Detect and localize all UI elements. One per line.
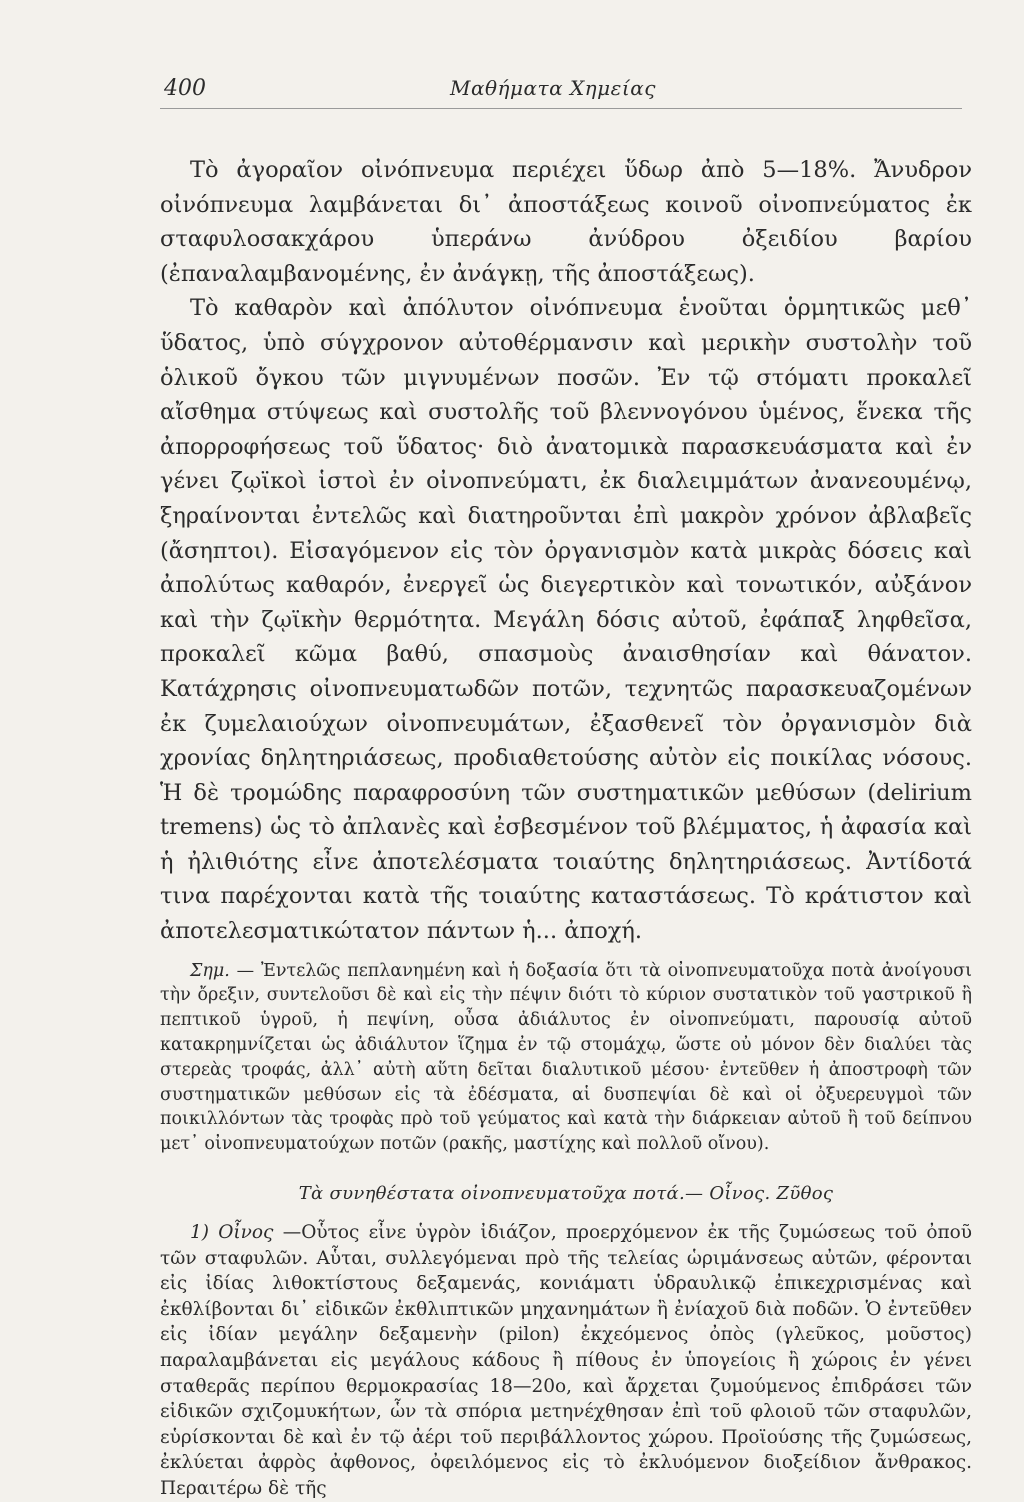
note-text: — Ἐντελῶς πεπλανημένη καὶ ἡ δοξασία ὅτι τὰ οἰνοπνευματοῦχα ποτὰ ἀνοίγουσι τὴν ὄρεξιν, συντελοῦσι δὲ καὶ εἰς τὴν πέψιν διότι τὸ κύριον συστατικὸν τοῦ γαστρικοῦ ἢ πεπτικοῦ ὑγροῦ, ἡ πεψίνη, οὖσα ἀδιάλυτος ἐν οἰνοπνεύματι, παρουσίᾳ αὐτοῦ κατακρημνίζεται ὡς ἀδιάλυτον ἵζημα ἐν τῷ στομάχῳ, ὥστε οὐ μόνον δὲν διαλύει τὰς στερεὰς τροφάς, ἀλλ᾽ αὐτὴ αὕτη δεῖται διαλυτικοῦ μέσου· ἐντεῦθεν ἡ ἀποστροφὴ τῶν συστηματικῶν μεθύσων εἰς τὰ ἐδέσματα, αἱ δυσπεψίαι δὲ καὶ οἱ ὀξυερευγμοὶ τῶν ποικιλλόντων τὰς τροφὰς πρὸ τοῦ γεύματος καὶ κατὰ τὴν διάρκειαν αὐτοῦ ἢ τοῦ δείπνου μετ᾽ οἰνοπνευματούχων ποτῶν (ρακῆς, μαστίχης καὶ πολλοῦ οἴνου). <box>160 960 972 1155</box>
footnote <box>160 959 972 1157</box>
page-header <box>160 72 962 109</box>
note-label: Σημ. <box>190 960 230 981</box>
wine-text: —Οὗτος εἶνε ὑγρὸν ἰδιάζον, προερχόμενον ἐκ τῆς ζυμώσεως τοῦ ὀποῦ τῶν σταφυλῶν. Αὗται, συλλεγόμεναι πρὸ τῆς τελείας ὡριμάνσεως αὐτῶν, φέρονται εἰς ἰδίας λιθοκτίστους δεξαμενάς, κονιάματι ὑδραυλικῷ ἐπικεχρισμένας καὶ ἐκθλίβονται δι᾽ εἰδικῶν ἐκθλιπτικῶν μηχανημάτων ἢ ἐνίαχοῦ διὰ ποδῶν. Ὁ ἐντεῦθεν εἰς ἰδίαν μεγάλην δεξαμενὴν (pilon) ἐκχεόμενος ὀπὸς (γλεῦκος, μοῦστος) παραλαμβάνεται εἰς μεγάλους κάδους ἢ πίθους ἐν ὑπογείοις ἢ χώροις ἐν γένει σταθερᾶς περίπου θερμοκρασίας 18—20ο, καὶ ἄρχεται ζυμούμενος ἐπιδράσει τῶν εἰδικῶν σχιζομυκήτων, ὧν τὰ σπόρια μετηνέχθησαν ἐπὶ τοῦ φλοιοῦ τῶν σταφυλῶν, εὑρίσκονται δὲ καὶ ἐν τῷ ἀέρι τοῦ περιβάλλοντος χώρου. Προϊούσης τῆς ζυμώσεως, ἐκλύεται ἀφρὸς ἀφθονος, ὀφειλόμενος εἰς τὸ ἐκλυόμενον διοξείδιον ἄνθρακος. Περαιτέρω δὲ τῆς <box>160 1222 973 1499</box>
section-paragraph-wine <box>160 1220 972 1502</box>
section-heading: Τὰ συνηθέστατα οἰνοπνευματοῦχα ποτά.— Οἶνος. Ζῦθος <box>298 1183 834 1205</box>
running-title: Μαθήματα Χημείας <box>450 76 656 100</box>
paragraph-anhydrous-alcohol: Τὸ ἀγοραῖον οἰνόπνευμα περιέχει ὕδωρ ἀπὸ 5—18%. Ἄνυδρον οἰνόπνευμα λαμβάνεται δι᾽ ἀποστάξεως κοινοῦ οἰνοπνεύματος ἐκ σταφυλοσακχάρου ὑπεράνω ἀνύδρου ὀξειδίου βαρίου (ἐπαναλαμβανομένης, ἐν ἀνάγκῃ, τῆς ἀποστάξεως). <box>160 157 972 287</box>
wine-lead: 1) Οἶνος <box>190 1222 274 1244</box>
page-number: 400 <box>164 76 206 101</box>
paragraph-alcohol-effects: Τὸ καθαρὸν καὶ ἀπόλυτον οἰνόπνευμα ἑνοῦται ὁρμητικῶς μεθ᾽ ὕδατος, ὑπὸ σύγχρονον αὐτοθέρμανσιν καὶ μερικὴν συστολὴν τοῦ ὁλικοῦ ὄγκου τῶν μιγνυμένων ποσῶν. Ἐν τῷ στόματι προκαλεῖ αἴσθημα στύψεως καὶ συστολῆς τοῦ βλεννογόνου ὑμένος, ἕνεκα τῆς ἀπορροφήσεως τοῦ ὕδατος· διὸ ἀνατομικὰ παρασκευάσματα καὶ ἐν γένει ζῳϊκοὶ ἱστοὶ ἐν οἰνοπνεύματι, ἐκ διαλειμμάτων ἀνανεουμένῳ, ξηραίνονται ἐντελῶς καὶ διατηροῦνται ἐπὶ μακρὸν χρόνον ἀβλαβεῖς (ἄσηπτοι). Εἰσαγόμενον εἰς τὸν ὀργανισμὸν κατὰ μικρὰς δόσεις καὶ ἀπολύτως καθαρόν, ἐνεργεῖ ὡς διεγερτικὸν καὶ τονωτικόν, αὐξάνον καὶ τὴν ζῳϊκὴν θερμότητα. Μεγάλη δόσις αὐτοῦ, ἐφάπαξ ληφθεῖσα, προκαλεῖ κῶμα βαθύ, σπασμοὺς ἀναισθησίαν καὶ θάνατον. Κατάχρησις οἰνοπνευματωδῶν ποτῶν, τεχνητῶς παρασκευαζομένων ἐκ ζυμελαιούχων οἰνοπνευμάτων, ἐξασθενεῖ τὸν ὀργανισμὸν διὰ χρονίας δηλητηριάσεως, προδιαθετούσης αὐτὸν εἰς ποικίλας νόσους. Ἡ δὲ τρομώδης παραφροσύνη τῶν συστηματικῶν μεθύσων (delirium tremens) ὡς τὸ ἀπλανὲς καὶ ἐσβεσμένον τοῦ βλέμματος, ἡ ἀφασία καὶ ἡ ἠλιθιότης εἶνε ἀποτελέσματα τοιαύτης δηλητηριάσεως. Ἀντίδοτά τινα παρέχονται κατὰ τῆς τοιαύτης καταστάσεως. Τὸ κράτιστον καὶ ἀποτελεσματικώτατον πάντων ἡ... ἀποχή. <box>160 295 972 945</box>
